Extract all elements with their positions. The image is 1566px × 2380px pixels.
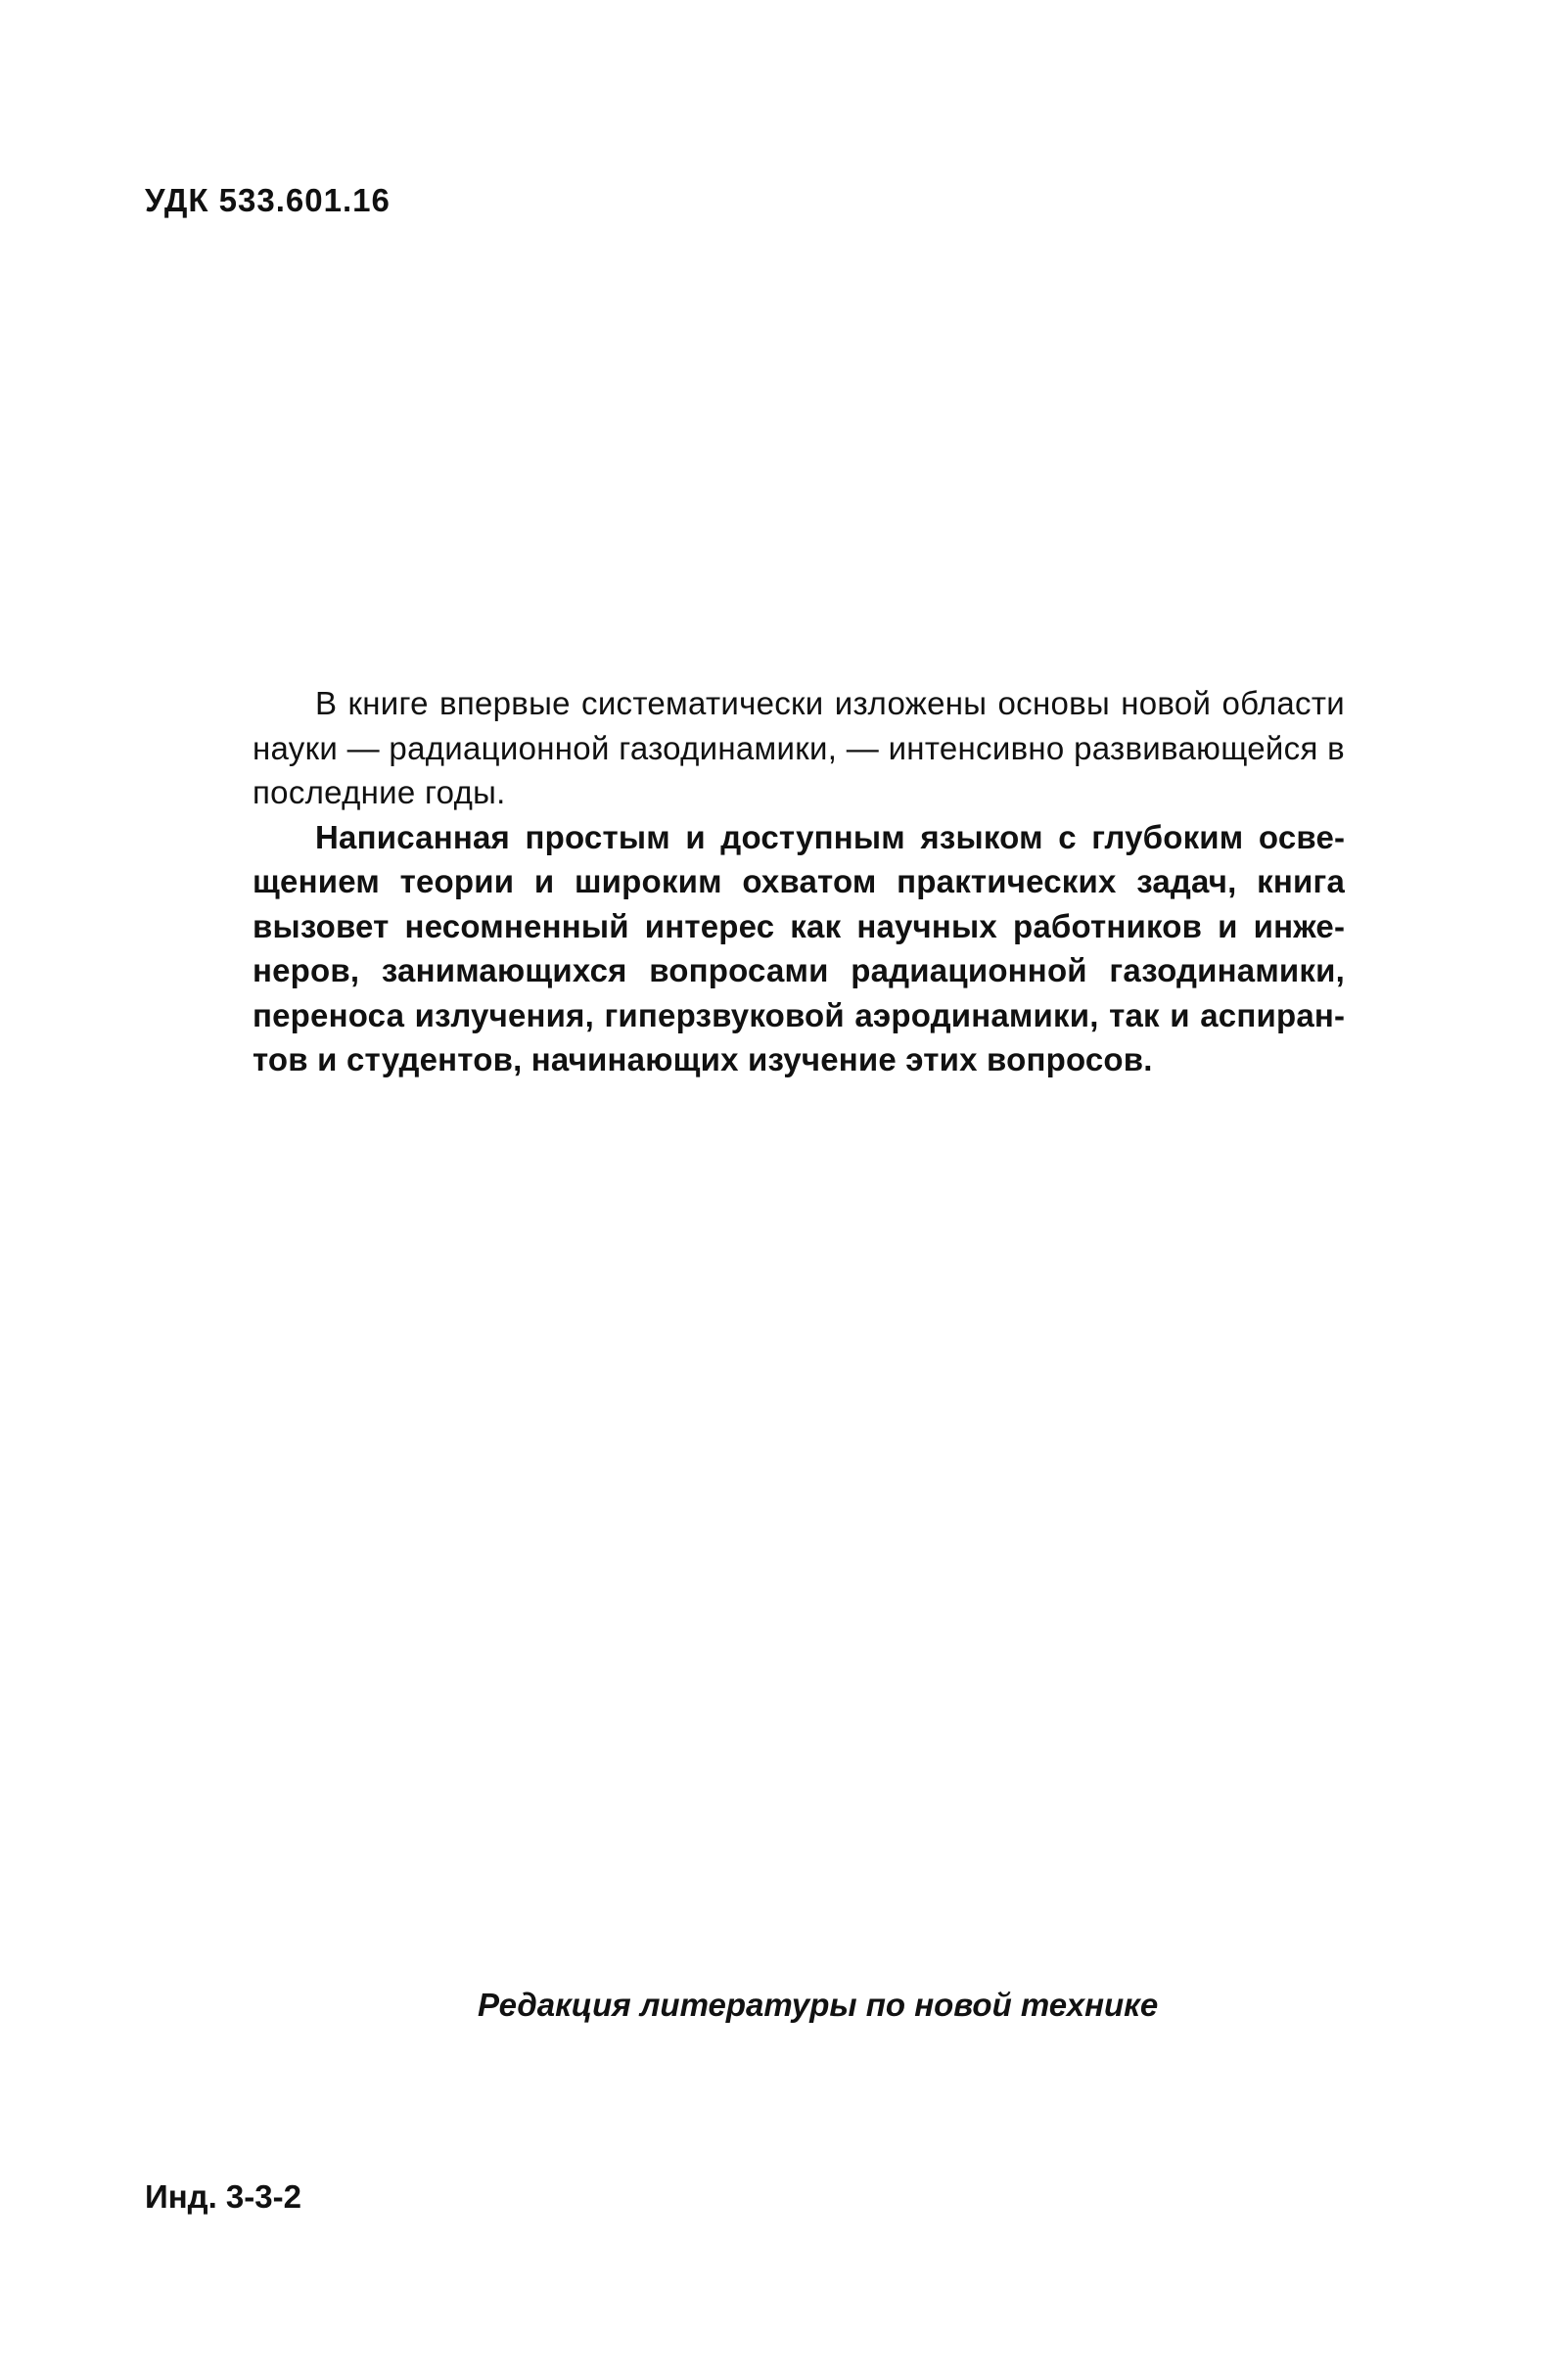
annotation-paragraph-1: В книге впервые систематически изложены основы новой области науки — радиационной газодинамики, — интенсивно развивающейся в последние годы. bbox=[253, 685, 1345, 810]
publication-index: Инд. 3-3-2 bbox=[145, 2178, 301, 2215]
editorial-office: Редакция литературы по новой технике bbox=[478, 1987, 1159, 2023]
book-annotation bbox=[253, 681, 1345, 1082]
udk-code: УДК 533.601.16 bbox=[145, 182, 391, 218]
annotation-paragraph-2: Написанная простым и доступным языком с глубоким освещением теории и широким охватом практических задач, книга вызовет несомненный интерес как научных работников и инженеров, занимающихся вопросами радиационной газодинамики, переноса излучения, гиперзвуковой аэродинамики, так и аспирантов и студентов, начинающих изучение этих вопросов. bbox=[253, 818, 1345, 1077]
